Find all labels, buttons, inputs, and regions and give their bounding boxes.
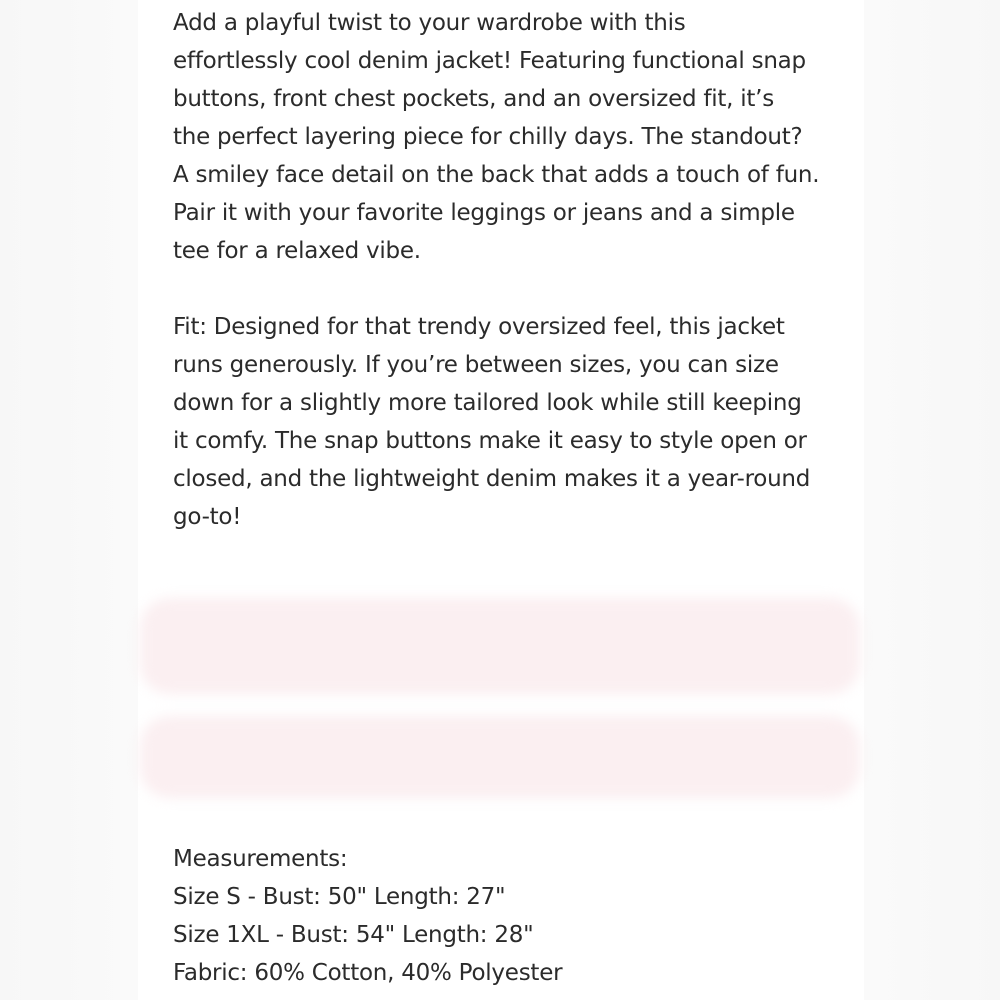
size-s-measurement: Size S - Bust: 50" Length: 27": [173, 884, 506, 910]
left-margin-panel: [0, 0, 138, 1000]
measurements-heading: Measurements:: [173, 846, 348, 872]
measurements-section: [173, 840, 853, 992]
fabric-composition: Fabric: 60% Cotton, 40% Polyester: [173, 960, 563, 986]
redacted-block-2: [140, 716, 860, 798]
size-1xl-measurement: Size 1XL - Bust: 54" Length: 28": [173, 922, 534, 948]
right-margin-panel: [864, 0, 1000, 1000]
fit-paragraph: Fit: Designed for that trendy oversized feel, this jacket runs generously. If you’re between sizes, you can size down for a slightly more tailored look while still keeping it comfy. The snap buttons make it easy to style open or closed, and the lightweight denim makes it a year-round go-to!: [173, 314, 811, 530]
redacted-block-1: [140, 598, 860, 694]
description-paragraph: Add a playful twist to your wardrobe with this effortlessly cool denim jacket! Featuring functional snap buttons, front chest pockets, and an oversized fit, it’s the perfect layering piece for chilly days. The standout? A smiley face detail on the back that adds a touch of fun. Pair it with your favorite leggings or jeans and a simple tee for a relaxed vibe.: [173, 10, 820, 264]
